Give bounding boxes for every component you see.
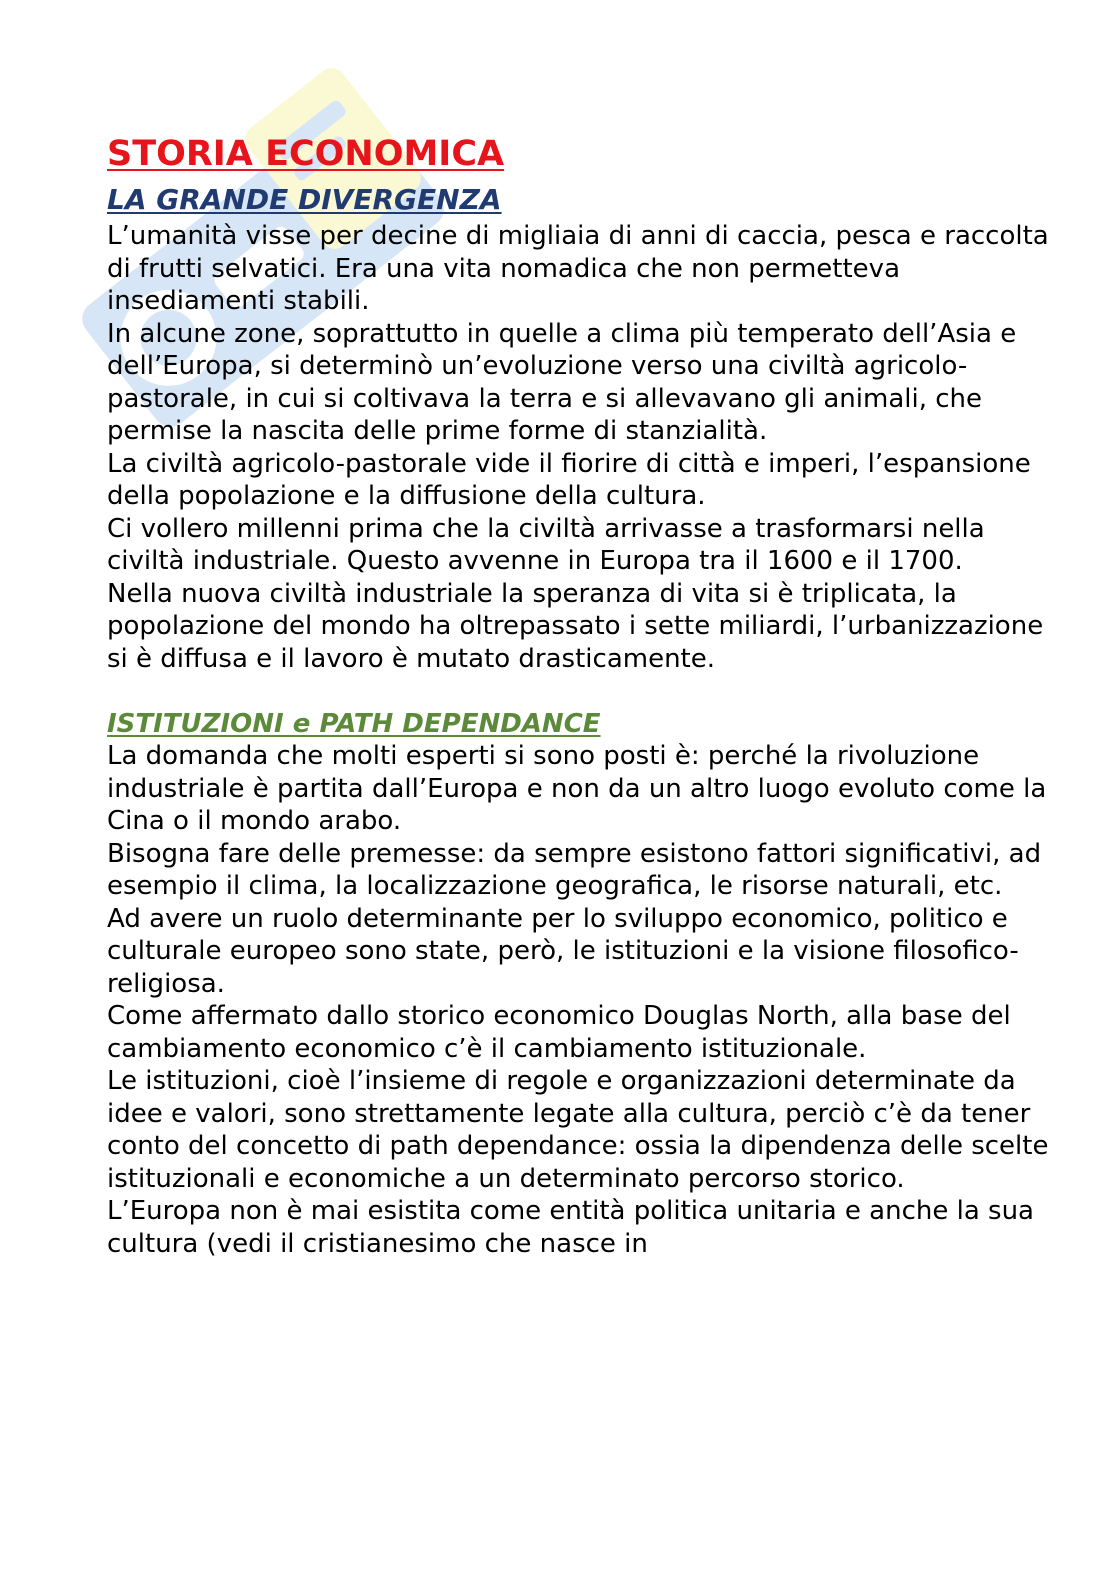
section-heading: LA GRANDE DIVERGENZA xyxy=(107,183,502,216)
paragraph: Bisogna fare delle premesse: da sempre esistono fattori significativi, ad esempio il clima, la localizzazione geografica, le risorse naturali, etc. xyxy=(107,838,1042,901)
paragraph: L’Europa non è mai esistita come entità politica unitaria e anche la sua cultura (vedi il cristianesimo che nasce in xyxy=(107,1196,1034,1259)
paragraph: La domanda che molti esperti si sono posti è: perché la rivoluzione industriale è partita dall’Europa e non da un altro luogo evoluto come la Cina o il mondo arabo. xyxy=(107,741,1047,836)
section-istituzioni-path-dependance xyxy=(107,708,1067,1261)
paragraph: Ad avere un ruolo determinante per lo sviluppo economico, politico e culturale europeo sono state, però, le istituzioni e la visione filosofico-religiosa. xyxy=(107,903,1019,999)
section-heading: ISTITUZIONI e PATH DEPENDANCE xyxy=(107,708,601,739)
paragraph: Ci vollero millenni prima che la civiltà arrivasse a trasformarsi nella civiltà industriale. Questo avvenne in Europa tra il 1600 e il 1700. xyxy=(107,513,985,576)
document-page xyxy=(107,128,1067,1260)
paragraph: Come affermato dallo storico economico Douglas North, alla base del cambiamento economico c’è il cambiamento istituzionale. xyxy=(107,1001,1011,1064)
section-grande-divergenza xyxy=(107,180,1067,675)
paragraph: In alcune zone, soprattutto in quelle a clima più temperato dell’Asia e dell’Europa, si determinò un’evoluzione verso una civiltà agricolo-pastorale, in cui si coltivava la terra e si allevavano gli animali, che permise la nascita delle prime forme di stanzialità. xyxy=(107,318,1017,446)
paragraph: Le istituzioni, cioè l’insieme di regole e organizzazioni determinate da idee e valori, sono strettamente legate alla cultura, perciò c’è da tener conto del concetto di path dependance: ossia la dipendenza delle scelte istituzionali e economiche a un determinato percorso storico. xyxy=(107,1066,1049,1194)
paragraph: Nella nuova civiltà industriale la speranza di vita si è triplicata, la popolazione del mondo ha oltrepassato i sette miliardi, l’urbanizzazione si è diffusa e il lavoro è mutato drasticamente. xyxy=(107,578,1044,674)
paragraph: La civiltà agricolo-pastorale vide il fiorire di città e imperi, l’espansione della popolazione e la diffusione della cultura. xyxy=(107,448,1031,511)
document-title: STORIA ECONOMICA xyxy=(107,134,505,174)
blank-line xyxy=(107,675,1067,708)
paragraph: L’umanità visse per decine di migliaia di anni di caccia, pesca e raccolta di frutti selvatici. Era una vita nomadica che non permetteva insediamenti stabili. xyxy=(107,221,1049,316)
